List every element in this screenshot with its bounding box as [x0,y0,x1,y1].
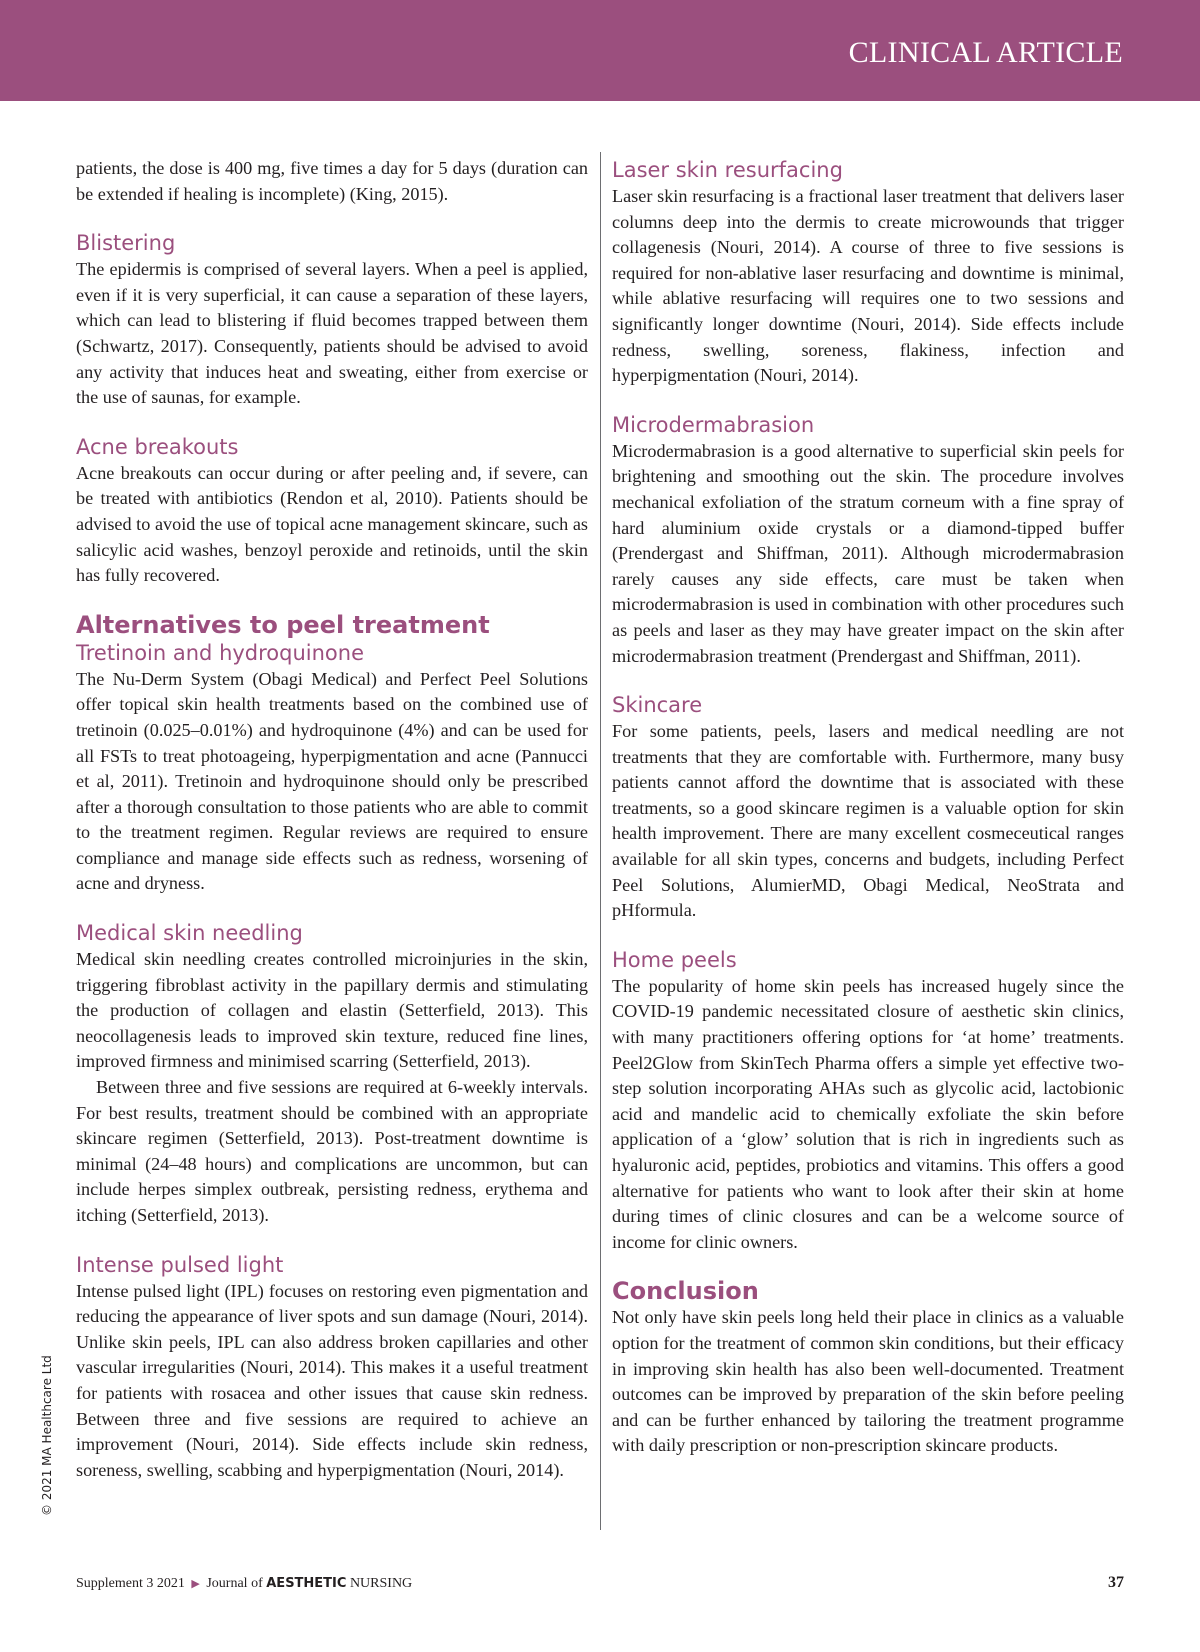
footer-journal-prefix: Journal of [206,1576,263,1591]
footer-journal-suffix: NURSING [349,1576,413,1591]
home-peels-paragraph: The popularity of home skin peels has increased hugely since the COVID-19 pandemic necessitated closure of aesthetic skin clinics, with many practitioners offering options for ‘at home’ treatments. Peel2Glow from SkinTech Pharma offers a simple yet effective two-step solution incorporating AHAs such as glycolic acid, lactobionic acid and mandelic acid to chemically exfoliate the skin before application of a ‘glow’ solution that is rich in ingredients such as hyaluronic acid, peptides, probiotics and vitamins. This offers a good alternative for patients who want to look after their skin at home during times of clinic closures and can be a welcome source of income for clinic owners. [612,975,1124,1252]
acne-paragraph: Acne breakouts can occur during or after peeling and, if severe, can be treated with antibiotics (Rendon et al, 2010). Patients should be advised to avoid the use of topical acne management skincare, such as salicylic acid washes, benzoyl peroxide and retinoids, until the skin has fully recovered. [76,462,588,586]
home-peels-heading: Home peels [612,947,737,972]
blistering-paragraph: The epidermis is comprised of several layers. When a peel is applied, even if it is very superficial, it can cause a separation of these layers, which can lead to blistering if fluid becomes trapped between them (Schwartz, 2017). Consequently, patients should be advised to avoid any activity that induces heat and sweating, either from exercise or the use of saunas, for example. [76,259,588,408]
blistering-heading: Blistering [76,231,176,256]
header-banner [0,0,1200,101]
alternatives-heading: Alternatives to peel treatment [76,610,490,639]
section-title: CLINICAL ARTICLE [848,36,1123,69]
right-column [612,156,1124,1459]
conclusion-paragraph: Not only have skin peels long held their place in clinics as a valuable option for the treatment of common skin conditions, but their efficacy in improving skin health has also been well-documented. Treatment outcomes can be improved by preparation of the skin before peeling and can be further enhanced by tailoring the treatment programme with daily prescription or non-prescription skincare products. [612,1307,1124,1456]
laser-paragraph: Laser skin resurfacing is a fractional laser treatment that delivers laser columns deep into the dermis to create microwounds that trigger collagenesis (Nouri, 2014). A course of three to five sessions is required for non-ablative laser resurfacing and downtime is minimal, while ablative resurfacing will requires one to two sessions and significantly longer downtime (Nouri, 2014). Side effects include redness, swelling, soreness, flakiness, infection and hyperpigmentation (Nouri, 2014). [612,186,1124,386]
microdermabrasion-heading: Microdermabrasion [612,412,815,437]
column-divider [600,152,601,1530]
laser-heading: Laser skin resurfacing [612,158,843,182]
needling-paragraph-1: Medical skin needling creates controlled microinjuries in the skin, triggering fibroblast activity in the papillary dermis and stimulating the production of collagen and elastin (Setterfield, 2013). This neocollagenesis leads to improved skin texture, reduced fine lines, improved firmness and minimised scarring (Setterfield, 2013). [76,949,588,1072]
tretinoin-paragraph: The Nu-Derm System (Obagi Medical) and Perfect Peel Solutions offer topical skin health treatments based on the combined use of tretinoin (0.025–0.01%) and hydroquinone (4%) and can be used for all FSTs to treat photoageing, hyperpigmentation and acne (Pannucci et al, 2011). Tretinoin and hydroquinone should only be prescribed after a thorough consultation to those patients who are able to commit to the treatment regimen. Regular reviews are required to ensure compliance and manage side effects such as redness, worsening of acne and dryness. [76,668,588,894]
ipl-paragraph: Intense pulsed light (IPL) focuses on restoring even pigmentation and reducing the appearance of liver spots and sun damage (Nouri, 2014). Unlike skin peels, IPL can also address broken capillaries and other vascular irregularities (Nouri, 2014). This makes it a useful treatment for patients with rosacea and other issues that cause skin redness. Between three and five sessions are required to achieve an improvement (Nouri, 2014). Side effects include skin redness, soreness, swelling, scabbing and hyperpigmentation (Nouri, 2014). [76,1280,588,1480]
footer-supplement: Supplement 3 2021 [76,1576,185,1591]
needling-paragraph-2: Between three and five sessions are required at 6-weekly intervals. For best results, treatment should be combined with an appropriate skincare regimen (Setterfield, 2013). Post-treatment downtime is minimal (24–48 hours) and complications are uncommon, but can include herpes simplex outbreak, persisting redness, erythema and itching (Setterfield, 2013). [76,1077,588,1225]
arrow-right-icon: ▶ [191,1578,200,1590]
conclusion-heading: Conclusion [612,1277,759,1306]
page-number: 37 [1108,1574,1124,1591]
ipl-heading: Intense pulsed light [76,1252,284,1277]
footer-journal [76,1576,412,1592]
copyright-notice: © 2021 MA Healthcare Ltd [40,1355,54,1516]
acne-heading: Acne breakouts [76,434,239,459]
skincare-paragraph: For some patients, peels, lasers and medical needling are not treatments that they are comfortable with. Furthermore, many busy patients cannot afford the downtime that is associated with these treatments, so a good skincare regimen is a valuable option for skin health improvement. There are many excellent cosmeceutical ranges available for all skin types, concerns and budgets, including Perfect Peel Solutions, AlumierMD, Obagi Medical, NeoStrata and pHformula. [612,721,1124,921]
tretinoin-heading: Tretinoin and hydroquinone [76,640,365,665]
left-column [76,156,588,1483]
footer-journal-bold: AESTHETIC [266,1576,347,1591]
needling-heading: Medical skin needling [76,921,303,946]
microdermabrasion-paragraph: Microdermabrasion is a good alternative to superficial skin peels for brightening and smoothing out the skin. The procedure involves mechanical exfoliation of the stratum corneum with a fine spray of hard aluminium oxide crystals or a diamond-tipped buffer (Prendergast and Shiffman, 2011). Although microdermabrasion rarely causes any side effects, care must be taken when microdermabrasion is used in combination with other procedures such as peels and laser as they may have greater impact on the skin after microdermabrasion treatment (Prendergast and Shiffman, 2011). [612,440,1124,666]
skincare-heading: Skincare [612,693,703,718]
intro-paragraph: patients, the dose is 400 mg, five times a day for 5 days (duration can be extended if healing is incomplete) (King, 2015). [76,158,588,204]
